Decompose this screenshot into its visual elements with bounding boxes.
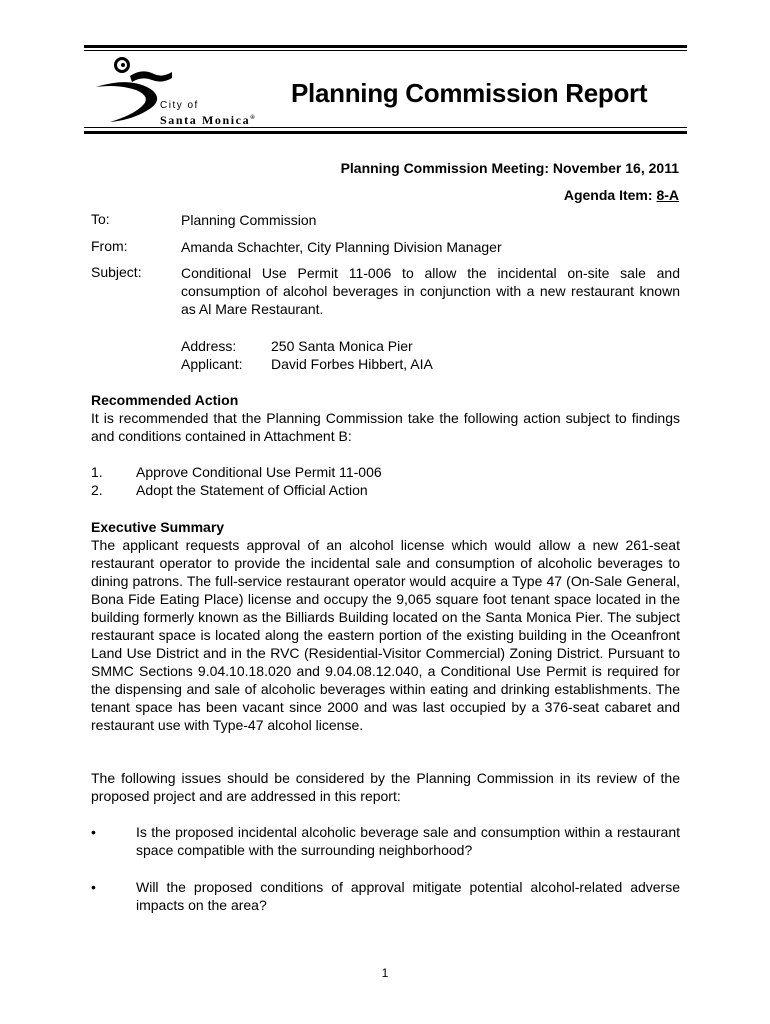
memo-address-value: 250 Santa Monica Pier: [271, 338, 413, 354]
memo-to-label: To:: [91, 211, 110, 227]
agenda-item-number: 8-A: [656, 187, 679, 203]
bullet-text: Will the proposed conditions of approval mitigate potential alcohol-related adverse impacts on the area?: [136, 879, 680, 913]
page-number: 1: [381, 966, 389, 980]
header-rule-top: [84, 45, 687, 48]
executive-summary-heading: Executive Summary: [91, 519, 225, 535]
memo-subject-value: Conditional Use Permit 11-006 to allow the incidental on-site sale and consumption of alcohol beverages in conjunction with a new restaurant known as Al Mare Restaurant.: [181, 265, 680, 317]
recommended-action-heading: Recommended Action: [91, 392, 239, 408]
memo-subject-label: Subject:: [91, 264, 142, 280]
memo-from-value: Amanda Schachter, City Planning Division Manager: [181, 239, 502, 255]
memo-address-label: Address:: [181, 338, 237, 354]
list-item-text: Adopt the Statement of Official Action: [136, 482, 368, 498]
bullet-icon: •: [91, 824, 96, 840]
logo-registered-mark: ®: [250, 115, 257, 121]
memo-from-label: From:: [91, 238, 128, 254]
meeting-date: Planning Commission Meeting: November 16, 2011: [340, 160, 679, 176]
bullet-text: Is the proposed incidental alcoholic beverage sale and consumption within a restaurant space compatible with the surrounding neighborhood?: [136, 824, 680, 858]
memo-applicant-label: Applicant:: [181, 356, 243, 372]
list-item-number: 2.: [91, 482, 103, 498]
list-item-number: 1.: [91, 464, 103, 480]
memo-applicant-value: David Forbes Hibbert, AIA: [271, 356, 433, 372]
executive-summary-section: [91, 518, 680, 734]
bullet-icon: •: [91, 879, 96, 895]
header-rule-bottom: [84, 131, 687, 134]
issues-intro: The following issues should be considered by the Planning Commission in its review of the proposed project and are addressed in this report:: [91, 770, 680, 804]
recommended-action-section: [91, 391, 680, 445]
agenda-item-label: Agenda Item:: [563, 187, 657, 203]
recommended-action-text: It is recommended that the Planning Commission take the following action subject to findings and conditions contained in Attachment B:: [91, 410, 680, 444]
logo-city-name-text: Santa Monica: [160, 113, 251, 127]
agenda-item: [564, 187, 679, 203]
logo-city-of: City of: [160, 100, 199, 111]
page-title: Planning Commission Report: [291, 78, 648, 108]
memo-to-value: Planning Commission: [181, 212, 317, 228]
executive-summary-text: The applicant requests approval of an alcohol license which would allow a new 261-seat restaurant operator to provide the incidental sale and consumption of alcoholic beverages to dining patrons. The full-service restaurant operator would acquire a Type 47 (On-Sale General, Bona Fide Eating Place) license and occupy the 9,065 square foot tenant space located in the building formerly known as the Billiards Building located on the Santa Monica Pier. The subject restaurant space is located along the eastern portion of the existing building in the Oceanfront Land Use District and in the RVC (Residential-Visitor Commercial) Zoning District. Pursuant to SMMC Sections 9.04.10.18.020 and 9.04.08.12.040, a Conditional Use Permit is required for the dispensing and sale of alcoholic beverages within eating and drinking establishments. The tenant space has been vacant since 2000 and was last occupied by a 376-seat cabaret and restaurant use with Type-47 alcohol license.: [91, 537, 680, 733]
list-item-text: Approve Conditional Use Permit 11-006: [136, 464, 382, 480]
logo-city-name: [160, 113, 256, 128]
header-rule-top-thin: [84, 50, 687, 51]
